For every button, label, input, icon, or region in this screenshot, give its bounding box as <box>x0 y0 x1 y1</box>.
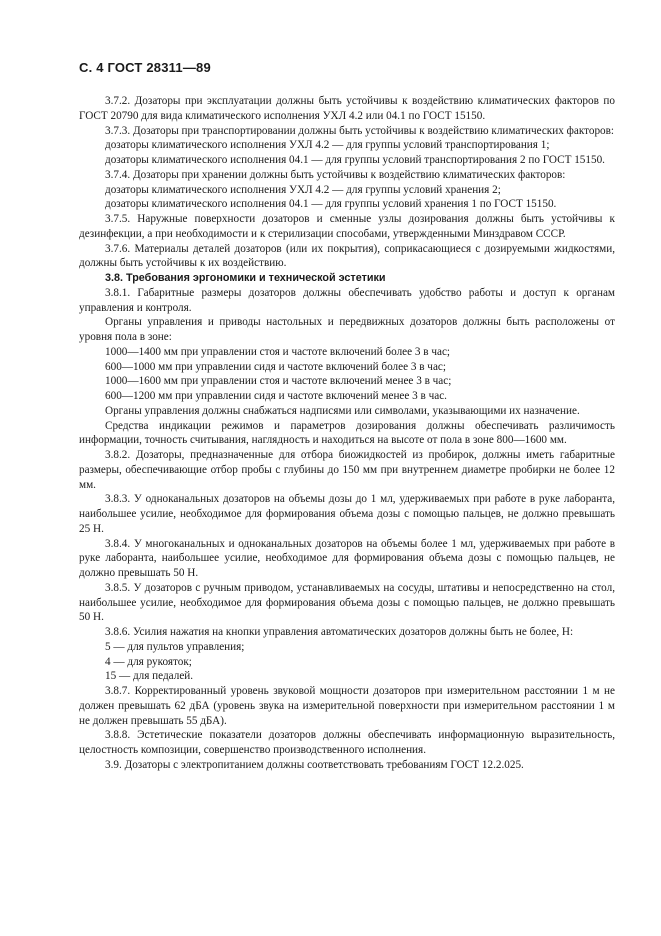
list-item-force-2: 4 — для рукояток; <box>105 655 192 668</box>
list-item-force-3: 15 — для педалей. <box>105 670 194 683</box>
paragraph-3-8-1: 3.8.1. Габаритные размеры дозаторов должны обеспечивать удобство работы и доступ к органам управления и контроля. <box>79 286 615 314</box>
paragraph-controls-placement: Органы управления и приводы настольных и передвижных дозаторов должны быть расположены от уровня пола в зоне: <box>79 316 615 343</box>
list-item-zone-3: 1000—1600 мм при управлении стоя и частоте включений менее 3 в час; <box>105 375 452 388</box>
paragraph-3-8-3: 3.8.3. У одноканальных дозаторов на объемы дозы до 1 мл, удерживаемых при работе в руке лаборанта, наибольшее усилие, необходимое для формирования объема дозы с помощью пальцев, не должно превышать 25 Н. <box>79 493 615 535</box>
paragraph-3-7-3: 3.7.3. Дозаторы при транспортировании должны быть устойчивы к воздействию климатических факторов: <box>105 124 615 137</box>
paragraph-3-8-7: 3.8.7. Корректированный уровень звуковой мощности дозаторов при измерительном расстоянии 1 м не должен превышать 62 дБА (уровень звука на измерительной поверхности при измерительном расстоянии 1 м не должен превышать 55 дБА). <box>79 685 615 727</box>
paragraph-3-7-2: 3.7.2. Дозаторы при эксплуатации должны быть устойчивы к воздействию климатических факторов по ГОСТ 20790 для вида климатического исполнения УХЛ 4.2 или 04.1 по ГОСТ 15150. <box>79 95 615 122</box>
paragraph-3-8-8: 3.8.8. Эстетические показатели дозаторов должны обеспечивать информационную выразительность, целостность композиции, совершенство производственного исполнения. <box>79 729 615 756</box>
list-item-zone-2: 600—1000 мм при управлении сидя и частоте включений более 3 в час; <box>105 360 446 373</box>
list-item-force-1: 5 — для пультов управления; <box>105 640 245 653</box>
paragraph-3-7-6: 3.7.6. Материалы деталей дозаторов (или их покрытия), соприкасающиеся с дозируемыми жидкостями, должны быть устойчивы к их воздействию. <box>79 242 615 270</box>
page-header: С. 4 ГОСТ 28311—89 <box>79 60 211 75</box>
list-item-transport-1: дозаторы климатического исполнения УХЛ 4.2 — для группы условий транспортирования 1; <box>105 139 550 152</box>
list-item-storage-2: дозаторы климатического исполнения 04.1 — для группы условий хранения 1 по ГОСТ 15150. <box>105 198 557 211</box>
list-item-storage-1: дозаторы климатического исполнения УХЛ 4.2 — для группы условий хранения 2; <box>105 183 501 196</box>
paragraph-controls-labels: Органы управления должны снабжаться надписями или символами, указывающими их назначение. <box>105 404 580 417</box>
paragraph-3-7-4: 3.7.4. Дозаторы при хранении должны быть устойчивы к воздействию климатических факторов: <box>105 168 566 181</box>
list-item-zone-1: 1000—1400 мм при управлении стоя и частоте включений более 3 в час; <box>105 345 451 358</box>
paragraph-3-8-2: 3.8.2. Дозаторы, предназначенные для отбора биожидкостей из пробирок, должны иметь габаритные размеры, обеспечивающие отбор пробы с глубины до 150 мм при внутреннем диаметре пробирки не более 12 мм. <box>79 449 615 491</box>
paragraph-3-7-5: 3.7.5. Наружные поверхности дозаторов и сменные узлы дозирования должны быть устойчивы к дезинфекции, а при необходимости и к стерилизации способами, утвержденными Минздравом СССР. <box>79 213 615 240</box>
paragraph-3-8-5: 3.8.5. У дозаторов с ручным приводом, устанавливаемых на сосуды, штативы и непосредственно на стол, наибольшее усилие, необходимое для формирования объема дозы с помощью пальцев, не должно превышать 50 Н. <box>79 581 615 624</box>
document-body <box>79 94 615 773</box>
list-item-zone-4: 600—1200 мм при управлении сидя и частоте включений менее 3 в час. <box>105 390 447 402</box>
paragraph-3-8-4: 3.8.4. У многоканальных и одноканальных дозаторов на объемы более 1 мл, удерживаемых при работе в руке лаборанта, наибольшее усилие, необходимое для формирования объема дозы с помощью пальцев, не должно превышать 50 Н. <box>79 537 615 579</box>
list-item-transport-2: дозаторы климатического исполнения 04.1 — для группы условий транспортирования 2 по ГОСТ 15150. <box>105 154 605 166</box>
section-heading-3-8: 3.8. Требования эргономики и технической эстетики <box>105 272 386 284</box>
paragraph-indication: Средства индикации режимов и параметров дозирования должны обеспечивать различимость информации, точность считывания, наглядность и находиться на высоте от пола в зоне 800—1600 мм. <box>79 419 615 447</box>
paragraph-3-8-6: 3.8.6. Усилия нажатия на кнопки управления автоматических дозаторов должны быть не более, Н: <box>105 626 574 638</box>
paragraph-3-9: 3.9. Дозаторы с электропитанием должны соответствовать требованиям ГОСТ 12.2.025. <box>105 758 524 771</box>
